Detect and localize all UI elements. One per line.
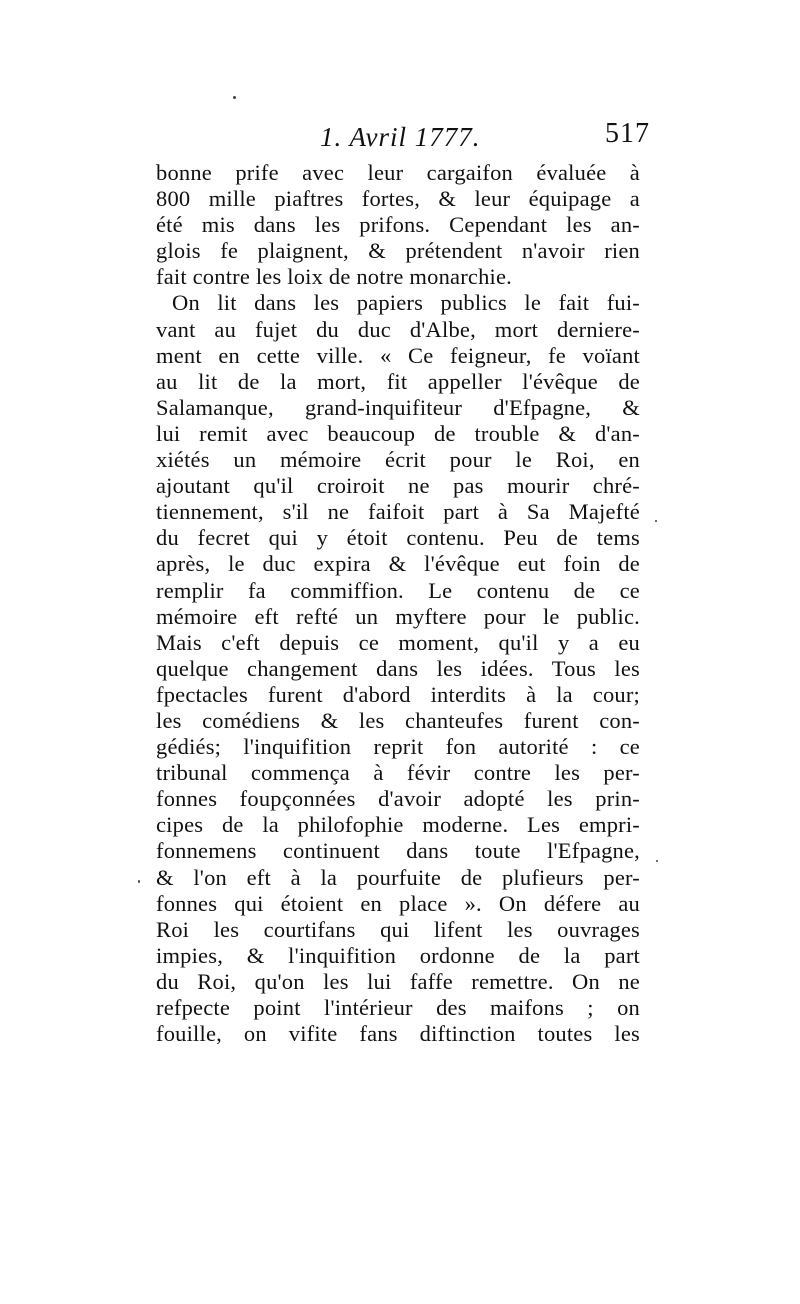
text-line: fonnes foupçonnées d'avoir adopté les prin- [156,786,640,812]
running-head [150,118,650,162]
text-line: fait contre les loix de notre monarchie. [156,264,512,290]
text-line: gédiés; l'inquifition reprit fon autorité : ce [156,734,640,760]
text-line: glois fe plaignent, & prétendent n'avoir rien [156,238,640,264]
text-line: Salamanque, grand-inquifiteur d'Efpagne, & [156,394,640,420]
body-text [156,160,640,1047]
text-line: quelque changement dans les idées. Tous les [156,655,640,681]
text-line: 800 mille piaftres fortes, & leur équipage a [156,186,640,212]
text-line: les comédiens & les chanteufes furent con- [156,707,640,733]
text-line: du Roi, qu'on les lui faffe remettre. On ne [156,968,640,994]
scan-speck [655,520,657,522]
text-line: tribunal commença à févir contre les per- [156,760,640,786]
text-line: fouille, on vifite fans diftinction toutes les [156,1021,640,1047]
text-line: bonne prife avec leur cargaifon évaluée à [156,160,640,185]
scan-speck [138,880,140,883]
text-line: été mis dans les prifons. Cependant les an- [156,212,640,238]
text-line: mémoire eft refté un myftere pour le public. [156,603,640,629]
scan-speck [656,860,658,862]
text-line: fonnes qui étoient en place ». On défere au [156,890,640,916]
text-line: On lit dans les papiers publics le fait fui- [172,290,640,316]
text-line: vant au fujet du duc d'Albe, mort derniere- [156,316,640,342]
text-line: fpectacles furent d'abord interdits à la cour; [156,681,640,707]
text-line: xiétés un mémoire écrit pour le Roi, en [156,447,640,473]
text-line: Roi les courtifans qui lifent les ouvrages [156,916,640,942]
text-line: cipes de la philofophie moderne. Les empri- [156,812,640,838]
page-number: 517 [605,118,650,149]
scan-speck [233,96,236,99]
text-line: impies, & l'inquifition ordonne de la part [156,942,640,968]
text-line: au lit de la mort, fit appeller l'évêque de [156,368,640,394]
text-line: lui remit avec beaucoup de trouble & d'an- [156,420,640,446]
text-line: du fecret qui y étoit contenu. Peu de tems [156,525,640,551]
text-line: ment en cette ville. « Ce feigneur, fe voïant [156,342,640,368]
text-line: après, le duc expira & l'évêque eut foin de [156,551,640,577]
text-line: tiennement, s'il ne faifoit part à Sa Majefté [156,499,640,525]
text-line: ajoutant qu'il croiroit ne pas mourir chré- [156,473,640,499]
running-head-date: 1. Avril 1777. [320,122,481,152]
text-line: fonnemens continuent dans toute l'Efpagne, [156,838,640,864]
text-line: & l'on eft à la pourfuite de plufieurs per- [156,864,640,890]
text-line: Mais c'eft depuis ce moment, qu'il y a eu [156,629,640,655]
text-line: refpecte point l'intérieur des maifons ; on [156,995,640,1020]
text-line: remplir fa commiffion. Le contenu de ce [156,577,640,603]
